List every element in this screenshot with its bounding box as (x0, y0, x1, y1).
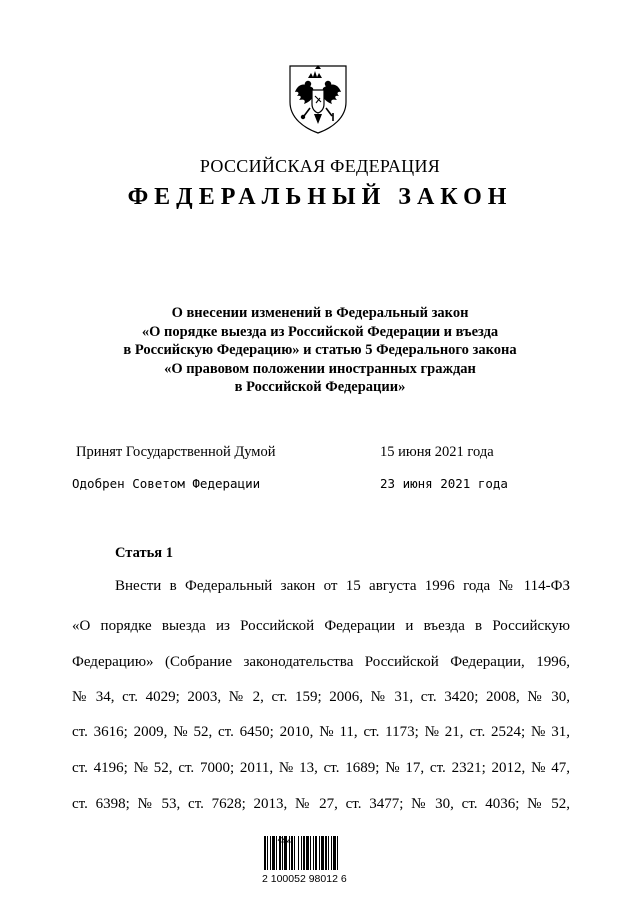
document-type: ФЕДЕРАЛЬНЫЙ ЗАКОН (127, 184, 513, 210)
body-line: ст. 3616; 2009, № 52, ст. 6450; 2010, № 11, ст. 1173; № 21, ст. 2524; № 31, (72, 724, 570, 740)
body-line: Внести в Федеральный закон от 15 августа 1996 года № 114-ФЗ (115, 578, 570, 594)
title-line: «О правовом положении иностранных граждан (164, 360, 476, 377)
body-line: № 34, ст. 4029; 2003, № 2, ст. 159; 2006, № 31, ст. 3420; 2008, № 30, (72, 689, 570, 705)
body-line: Федерацию» (Собрание законодательства Российской Федерации, 1996, (72, 654, 570, 670)
law-title (0, 304, 640, 397)
adopted-label: Принят Государственной Думой (76, 444, 276, 460)
title-line: в Российскую Федерацию» и статью 5 Федерального закона (123, 342, 517, 358)
body-line: ст. 4196; № 52, ст. 7000; 2011, № 13, ст. 1689; № 17, ст. 2321; 2012, № 47, (72, 760, 570, 776)
adopted-date: 15 июня 2021 года (380, 444, 494, 460)
body-line: «О порядке выезда из Российской Федерации и въезда в Российскую (72, 618, 570, 634)
coat-of-arms-icon (286, 62, 350, 136)
country-name: РОССИЙСКАЯ ФЕДЕРАЦИЯ (199, 156, 441, 176)
approved-label: Одобрен Советом Федерации (72, 476, 261, 491)
title-line: «О порядке выезда из Российской Федерации и въезда (141, 323, 499, 340)
barcode-number: 2 100052 98012 6 (262, 873, 347, 885)
approved-date: 23 июня 2021 года (380, 476, 508, 491)
barcode-icon (263, 836, 375, 877)
title-line: О внесении изменений в Федеральный закон (171, 305, 469, 321)
title-line: в Российской Федерации» (234, 379, 406, 395)
article-heading: Статья 1 (115, 545, 173, 561)
body-line: ст. 6398; № 53, ст. 7628; 2013, № 27, ст. 3477; № 30, ст. 4036; № 52, (72, 796, 570, 812)
